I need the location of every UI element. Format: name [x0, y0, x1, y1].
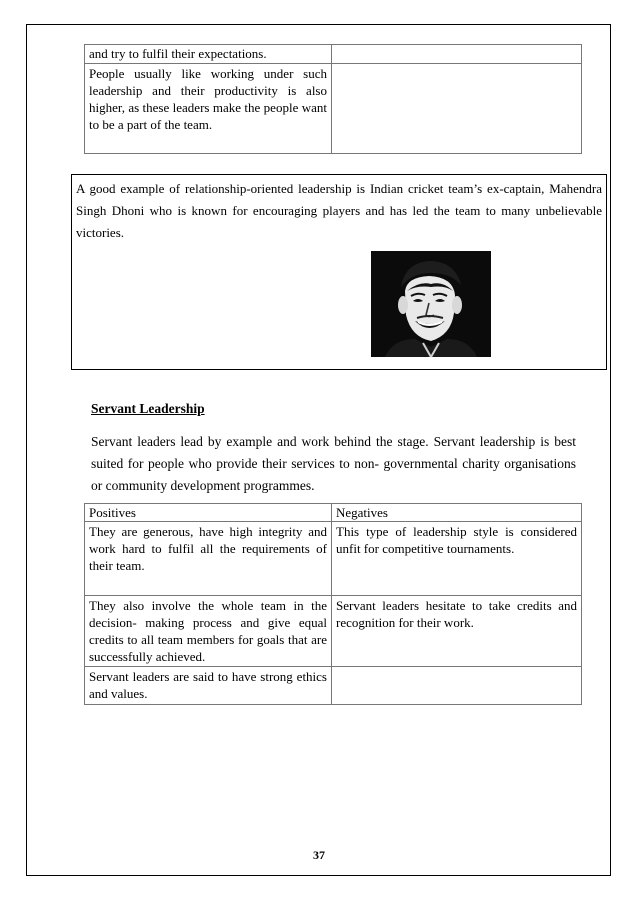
table-row	[85, 64, 582, 154]
table-row	[85, 45, 582, 64]
table-row	[85, 522, 582, 596]
column-header-positives: Positives	[85, 504, 332, 522]
table-header-row	[85, 504, 582, 522]
section-paragraph: Servant leaders lead by example and work behind the stage. Servant leadership is best suited for people who provide their services to non- governmental charity organisations or community development programmes.	[91, 434, 576, 493]
table-cell: and try to fulfil their expectations.	[85, 45, 332, 64]
table-cell	[332, 64, 582, 154]
example-box	[71, 174, 607, 370]
table-cell: This type of leadership style is considered unfit for competitive tournaments.	[332, 522, 582, 596]
portrait-image	[371, 251, 491, 357]
leadership-table-continued	[84, 44, 582, 154]
table-cell: They are generous, have high integrity and work hard to fulfil all the requirements of their team.	[85, 522, 332, 596]
example-text: A good example of relationship-oriented leadership is Indian cricket team’s ex-captain, Mahendra Singh Dhoni who is known for encouraging players and has led the team to many unbelievable victories.	[76, 181, 602, 240]
table-cell: They also involve the whole team in the decision- making process and give equal credits to all team members for goals that are successfully achieved.	[85, 596, 332, 667]
page-number: 37	[313, 848, 325, 862]
table-cell: People usually like working under such leadership and their productivity is also higher, as these leaders make the people want to be a part of the team.	[85, 64, 332, 154]
table-cell	[332, 667, 582, 705]
servant-leadership-table	[84, 503, 582, 705]
table-cell: Servant leaders are said to have strong ethics and values.	[85, 667, 332, 705]
section-heading: Servant Leadership	[91, 401, 205, 416]
table-row	[85, 596, 582, 667]
dhoni-photo	[371, 251, 491, 357]
column-header-negatives: Negatives	[332, 504, 582, 522]
table-cell: Servant leaders hesitate to take credits and recognition for their work.	[332, 596, 582, 667]
table-cell	[332, 45, 582, 64]
table-row	[85, 667, 582, 705]
